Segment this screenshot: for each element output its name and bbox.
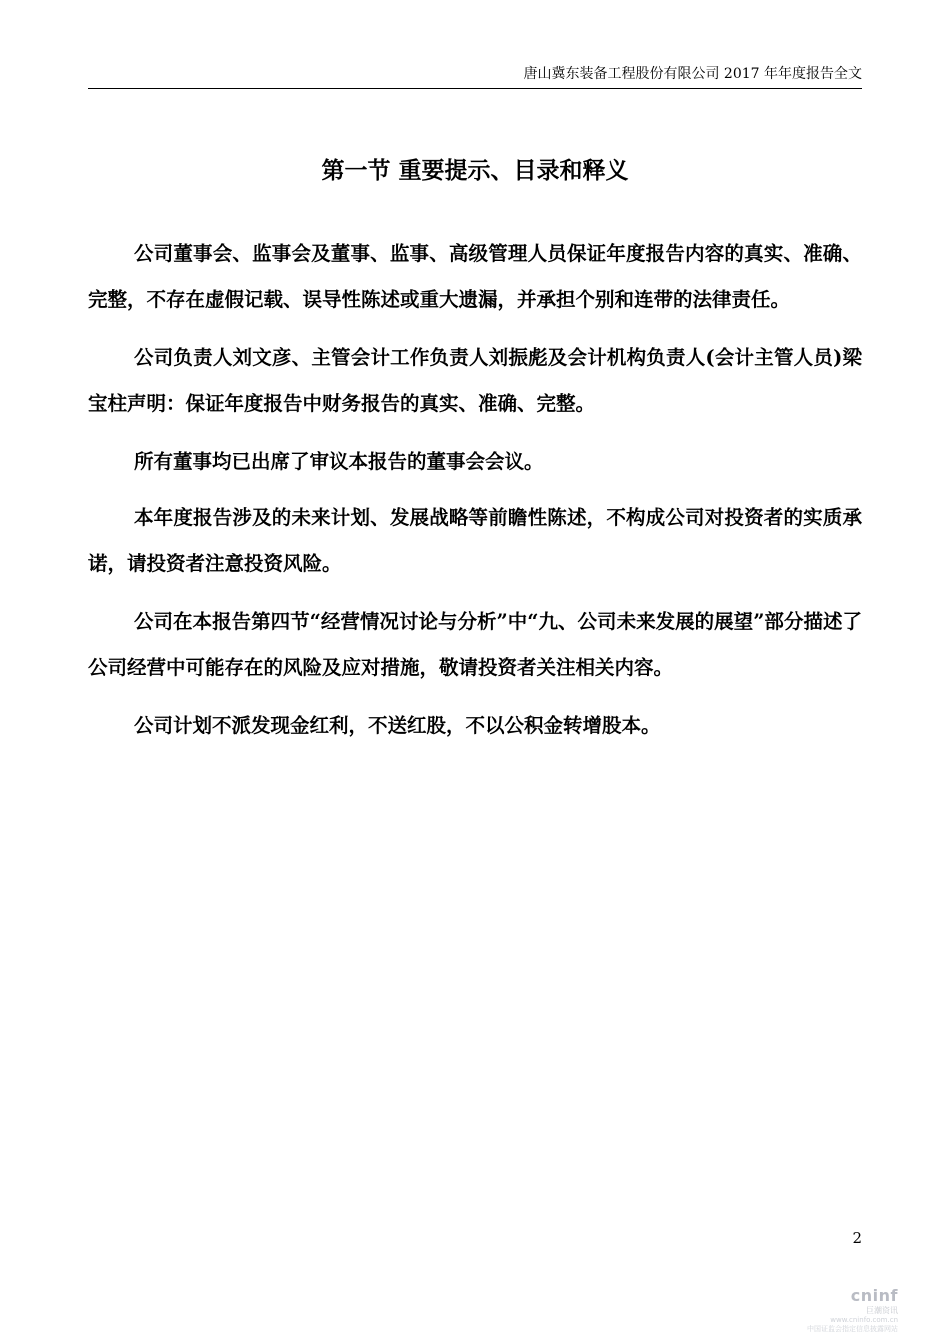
cninfo-logo-icon: cninf	[850, 1286, 898, 1305]
running-header: 唐山冀东装备工程股份有限公司 2017 年年度报告全文	[523, 66, 862, 82]
paragraph-board-attendance: 所有董事均已出席了审议本报告的董事会会议。	[134, 450, 544, 473]
section-title: 第一节 重要提示、目录和释义	[321, 157, 629, 184]
paragraph-financial-declaration: 公司负责人刘文彦、主管会计工作负责人刘振彪及会计机构负责人(会计主管人员)梁宝柱声明：保证年度报告中财务报告的真实、准确、完整。	[88, 346, 863, 415]
watermark-cn-text: 巨潮资讯	[866, 1306, 898, 1315]
watermark-url: www.cninfo.com.cn	[830, 1316, 898, 1324]
header-divider	[88, 88, 862, 89]
document-body	[88, 231, 862, 759]
paragraph-risk-reference: 公司在本报告第四节“经营情况讨论与分析”中“九、公司未来发展的展望”部分描述了公司经营中可能存在的风险及应对措施，敬请投资者关注相关内容。	[88, 610, 862, 679]
paragraph-responsibility-statement: 公司董事会、监事会及董事、监事、高级管理人员保证年度报告内容的真实、准确、完整，不存在虚假记载、误导性陈述或重大遗漏，并承担个别和连带的法律责任。	[88, 242, 862, 311]
paragraph-forward-looking: 本年度报告涉及的未来计划、发展战略等前瞻性陈述，不构成公司对投资者的实质承诺，请投资者注意投资风险。	[88, 506, 862, 575]
paragraph-dividend-plan: 公司计划不派发现金红利，不送红股，不以公积金转增股本。	[134, 714, 661, 737]
cninfo-watermark	[778, 1286, 898, 1336]
page-number: 2	[852, 1229, 862, 1247]
watermark-tagline: 中国证监会指定信息披露网站	[807, 1325, 898, 1333]
